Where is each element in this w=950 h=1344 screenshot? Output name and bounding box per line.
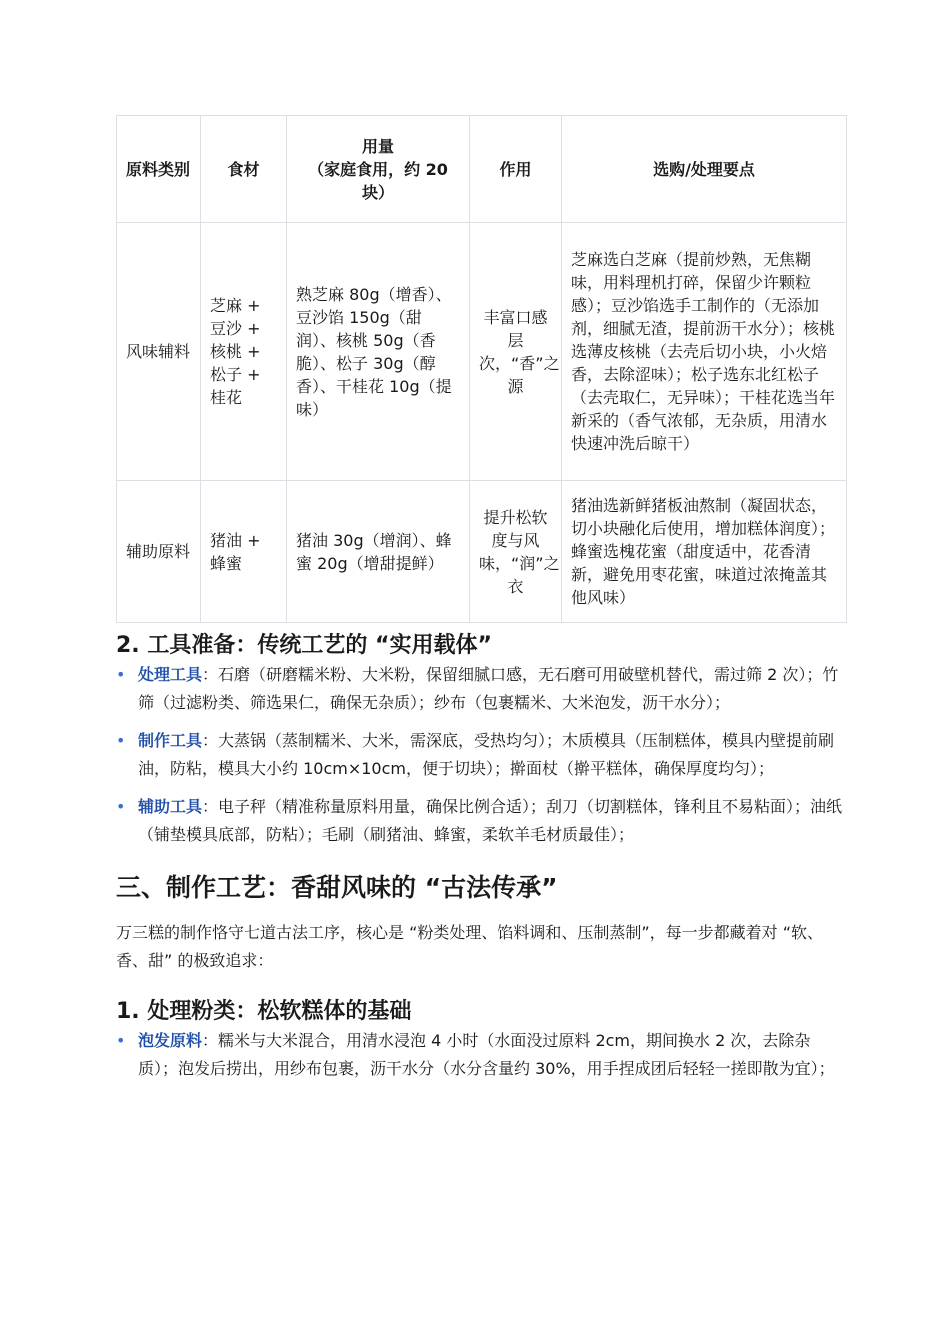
header-ingredient: 食材 xyxy=(201,116,287,223)
list-item-text: ：石磨（研磨糯米粉、大米粉，保留细腻口感，无石磨可用破壁机替代，需过筛 2 次）；竹筛（过滤粉类、筛选果仁，确保无杂质）；纱布（包裹糯米、大米泡发，沥干水分）； xyxy=(138,665,839,712)
cell-tips: 猪油选新鲜猪板油熬制（凝固状态，切小块融化后使用，增加糕体润度）；蜂蜜选槐花蜜（甜度适中，花香清新，避免用枣花蜜，味道过浓掩盖其他风味） xyxy=(562,481,847,623)
list-item xyxy=(116,727,846,783)
list-item-term: 辅助工具 xyxy=(138,797,203,816)
cell-category: 辅助原料 xyxy=(117,481,201,623)
powder-heading: 1. 处理粉类：松软糕体的基础 xyxy=(116,999,412,1024)
list-item-term: 制作工具 xyxy=(138,731,203,750)
list-item xyxy=(116,1027,846,1083)
process-intro: 万三糕的制作恪守七道古法工序，核心是 “粉类处理、馅料调和、压制蒸制”，每一步都藏着对 “软、香、甜” 的极致追求： xyxy=(116,923,824,970)
table-header-row xyxy=(117,116,847,223)
powder-list xyxy=(116,1027,846,1083)
cell-function: 提升松软度与风味，“润”之衣 xyxy=(470,481,562,623)
list-item-text: ：大蒸锅（蒸制糯米、大米，需深底，受热均匀）；木质模具（压制糕体，模具内壁提前刷油，防粘，模具大小约 10cm×10cm，便于切块）；擀面杖（擀平糕体，确保厚度均匀）； xyxy=(138,731,835,778)
cell-category: 风味辅料 xyxy=(117,223,201,481)
list-item-text: ：糯米与大米混合，用清水浸泡 4 小时（水面没过原料 2cm，期间换水 2 次，去除杂质）；泡发后捞出，用纱布包裹，沥干水分（水分含量约 30%，用手捏成团后轻轻一搓即散为宜）； xyxy=(138,1031,835,1078)
list-item-term: 处理工具 xyxy=(138,665,203,684)
list-item xyxy=(116,793,846,849)
document-page xyxy=(116,115,846,1083)
cell-ingredient: 芝麻 + 豆沙 + 核桃 + 松子 + 桂花 xyxy=(201,223,287,481)
process-heading: 三、制作工艺：香甜风味的 “古法传承” xyxy=(116,873,558,902)
list-item xyxy=(116,661,846,717)
tools-heading: 2. 工具准备：传统工艺的 “实用载体” xyxy=(116,633,492,658)
cell-tips: 芝麻选白芝麻（提前炒熟，无焦糊味，用料理机打碎，保留少许颗粒感）；豆沙馅选手工制作的（无添加剂，细腻无渣，提前沥干水分）；核桃选薄皮核桃（去壳后切小块，小火焙香，去除涩味）；松子选东北红松子（去壳取仁，无异味）；干桂花选当年新采的（香气浓郁，无杂质，用清水快速冲洗后晾干） xyxy=(562,223,847,481)
header-amount: 用量 （家庭食用，约 20 块） xyxy=(287,116,470,223)
header-function: 作用 xyxy=(470,116,562,223)
cell-amount: 猪油 30g（增润）、蜂蜜 20g（增甜提鲜） xyxy=(287,481,470,623)
list-item-text: ：电子秤（精准称量原料用量，确保比例合适）；刮刀（切割糕体，锋利且不易粘面）；油纸（铺垫模具底部，防粘）；毛刷（刷猪油、蜂蜜，柔软羊毛材质最佳）； xyxy=(138,797,843,844)
list-item-term: 泡发原料 xyxy=(138,1031,203,1050)
tools-list xyxy=(116,661,846,849)
table-row xyxy=(117,481,847,623)
cell-ingredient: 猪油 + 蜂蜜 xyxy=(201,481,287,623)
table-row xyxy=(117,223,847,481)
cell-function: 丰富口感层次，“香”之源 xyxy=(470,223,562,481)
cell-amount: 熟芝麻 80g（增香）、豆沙馅 150g（甜润）、核桃 50g（香脆）、松子 30g（醇香）、干桂花 10g（提味） xyxy=(287,223,470,481)
header-category: 原料类别 xyxy=(117,116,201,223)
header-tips: 选购/处理要点 xyxy=(562,116,847,223)
ingredients-table xyxy=(116,115,847,623)
